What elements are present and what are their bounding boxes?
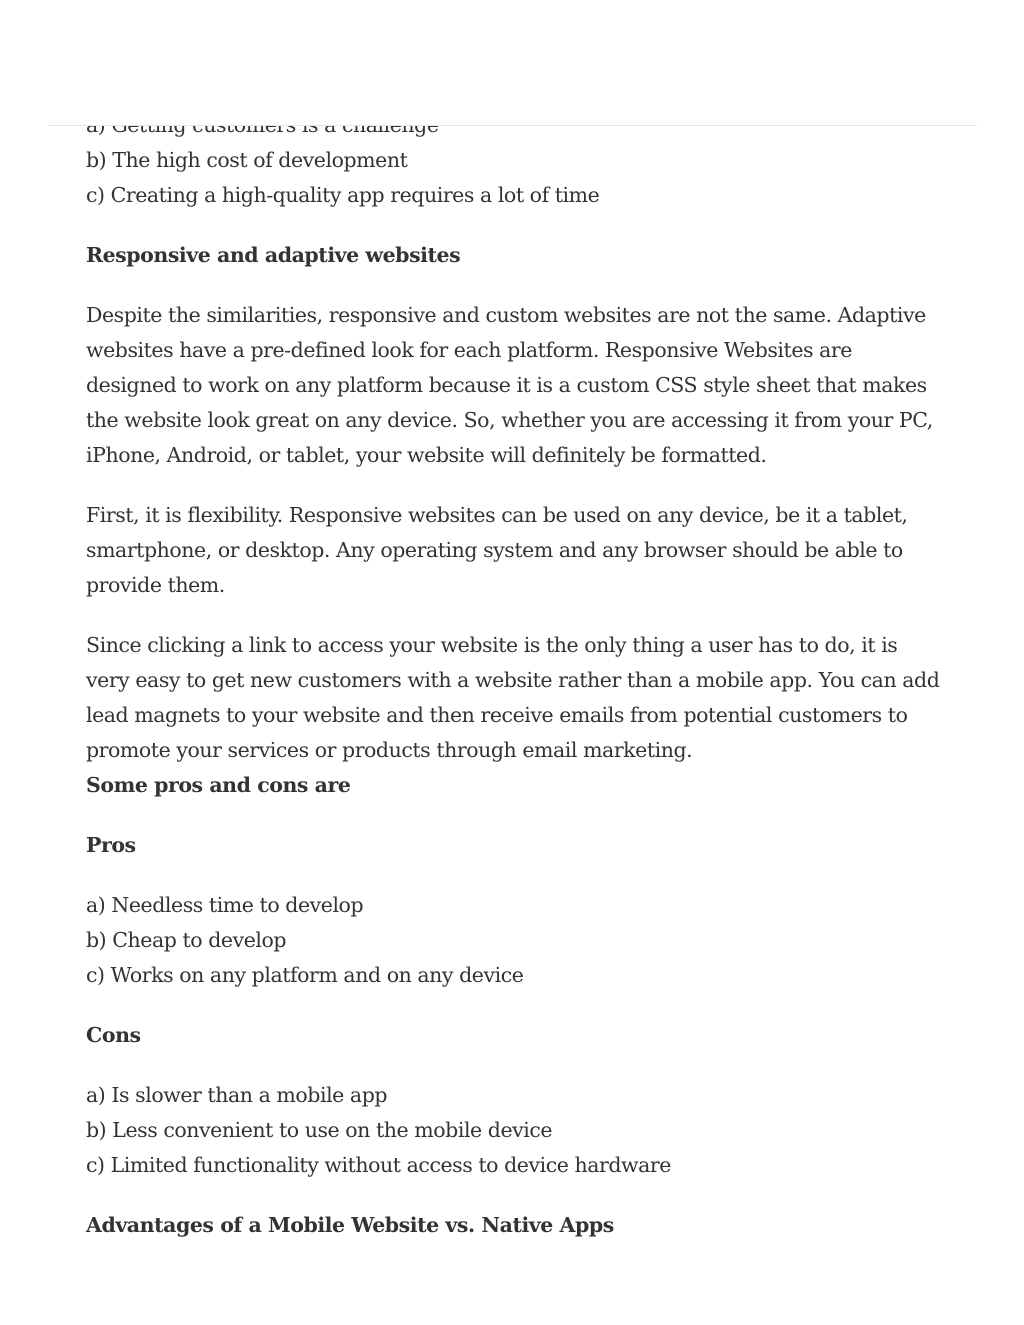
paragraph-customers: Since clicking a link to access your website is the only thing a user has to do, it is very easy to get new customers with a website rather than a mobile app. You can add lead magnets to your website and then receive emails from potential customers to promote your services or products through email marketing. bbox=[86, 633, 940, 762]
header-divider bbox=[48, 125, 977, 126]
cons-list bbox=[86, 1078, 946, 1183]
list-item: c) Works on any platform and on any device bbox=[86, 963, 524, 987]
cons-heading: Cons bbox=[86, 1023, 141, 1047]
list-item: c) Limited functionality without access to device hardware bbox=[86, 1153, 671, 1177]
list-item: b) The high cost of development bbox=[86, 148, 408, 172]
list-item: a) Needless time to develop bbox=[86, 893, 364, 917]
list-item: a) Is slower than a mobile app bbox=[86, 1083, 388, 1107]
section-heading: Responsive and adaptive websites bbox=[86, 243, 461, 267]
list-item: b) Cheap to develop bbox=[86, 928, 287, 952]
pros-heading: Pros bbox=[86, 833, 136, 857]
list-item: c) Creating a high-quality app requires a lot of time bbox=[86, 183, 600, 207]
page-header-area bbox=[0, 0, 1024, 125]
list-item: b) Less convenient to use on the mobile device bbox=[86, 1118, 553, 1142]
paragraph-flexibility: First, it is flexibility. Responsive websites can be used on any device, be it a tablet, smartphone, or desktop. Any operating system and any browser should be able to provide them. bbox=[86, 503, 908, 597]
pros-cons-intro: Some pros and cons are bbox=[86, 773, 351, 797]
pros-list bbox=[86, 888, 946, 993]
next-section-heading: Advantages of a Mobile Website vs. Native Apps bbox=[86, 1213, 614, 1237]
paragraph-adaptive-vs-responsive: Despite the similarities, responsive and custom websites are not the same. Adaptive websites have a pre-defined look for each platform. Responsive Websites are designed to work on any platform because it is a custom CSS style sheet that makes the website look great on any device. So, whether you are accessing it from your PC, iPhone, Android, or tablet, your website will definitely be formatted. bbox=[86, 303, 933, 467]
article-body bbox=[86, 108, 946, 1243]
